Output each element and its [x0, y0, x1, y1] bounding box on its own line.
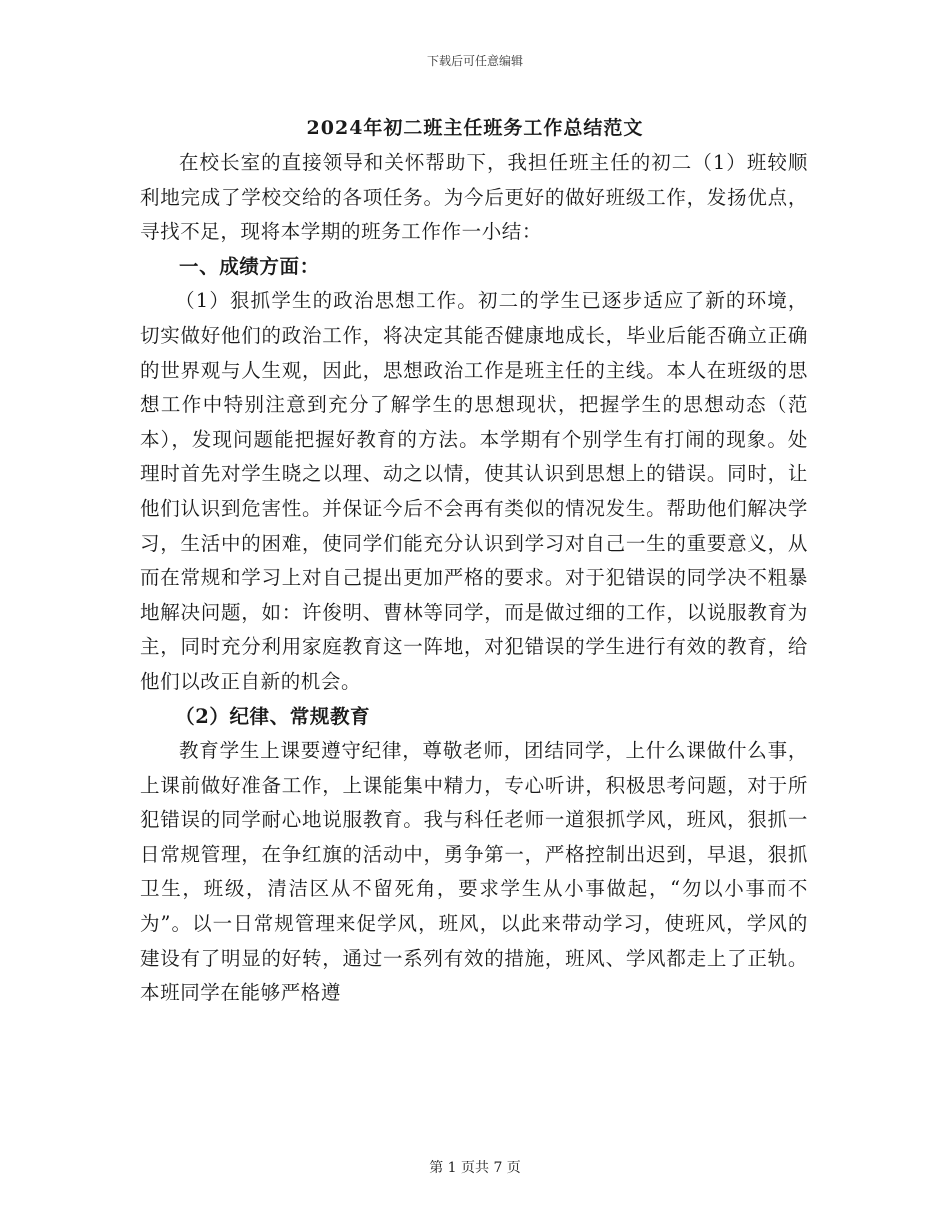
- document-title: 2024年初二班主任班务工作总结范文: [306, 117, 644, 139]
- section-heading-achievements: 一、成绩方面：: [179, 254, 320, 278]
- document-body: [140, 146, 808, 1011]
- item2-paragraph: 教育学生上课要遵守纪律，尊敬老师，团结同学，上什么课做什么事，上课前做好准备工作，上课能集中精力，专心听讲，积极思考问题，对于所犯错误的同学耐心地说服教育。我与科任老师一道狠抓学风，班风，狠抓一日常规管理，在争红旗的活动中，勇争第一，严格控制出迟到，早退，狠抓卫生，班级，清洁区从不留死角，要求学生从小事做起，“勿以小事而不为”。以一日常规管理来促学风，班风，以此来带动学习，使班风，学风的建设有了明显的好转，通过一系列有效的措施，班风、学风都走上了正轨。本班同学在能够严格遵: [140, 739, 808, 1005]
- page-footer: 第 1 页共 7 页: [429, 1160, 521, 1176]
- intro-paragraph: 在校长室的直接领导和关怀帮助下，我担任班主任的初二（1）班较顺利地完成了学校交给的各项任务。为今后更好的做好班级工作，发扬优点，寻找不足，现将本学期的班务工作作一小结：: [140, 151, 808, 244]
- header-note: 下载后可任意编辑: [426, 54, 523, 68]
- item2-heading: （2）纪律、常规教育: [175, 704, 371, 728]
- item1-paragraph: （1）狠抓学生的政治思想工作。初二的学生已逐步适应了新的环境，切实做好他们的政治工作，将决定其能否健康地成长，毕业后能否确立正确的世界观与人生观，因此，思想政治工作是班主任的主线。本人在班级的思想工作中特别注意到充分了解学生的思想现状，把握学生的思想动态（范本），发现问题能把握好教育的方法。本学期有个别学生有打闹的现象。处理时首先对学生晓之以理、动之以情，使其认识到思想上的错误。同时，让他们认识到危害性。并保证今后不会再有类似的情况发生。帮助他们解决学习，生活中的困难，使同学们能充分认识到学习对自己一生的重要意义，从而在常规和学习上对自己提出更加严格的要求。对于犯错误的同学决不粗暴地解决问题，如：许俊明、曹林等同学，而是做过细的工作，以说服教育为主，同时充分利用家庭教育这一阵地，对犯错误的学生进行有效的教育，给他们以改正自新的机会。: [140, 289, 808, 693]
